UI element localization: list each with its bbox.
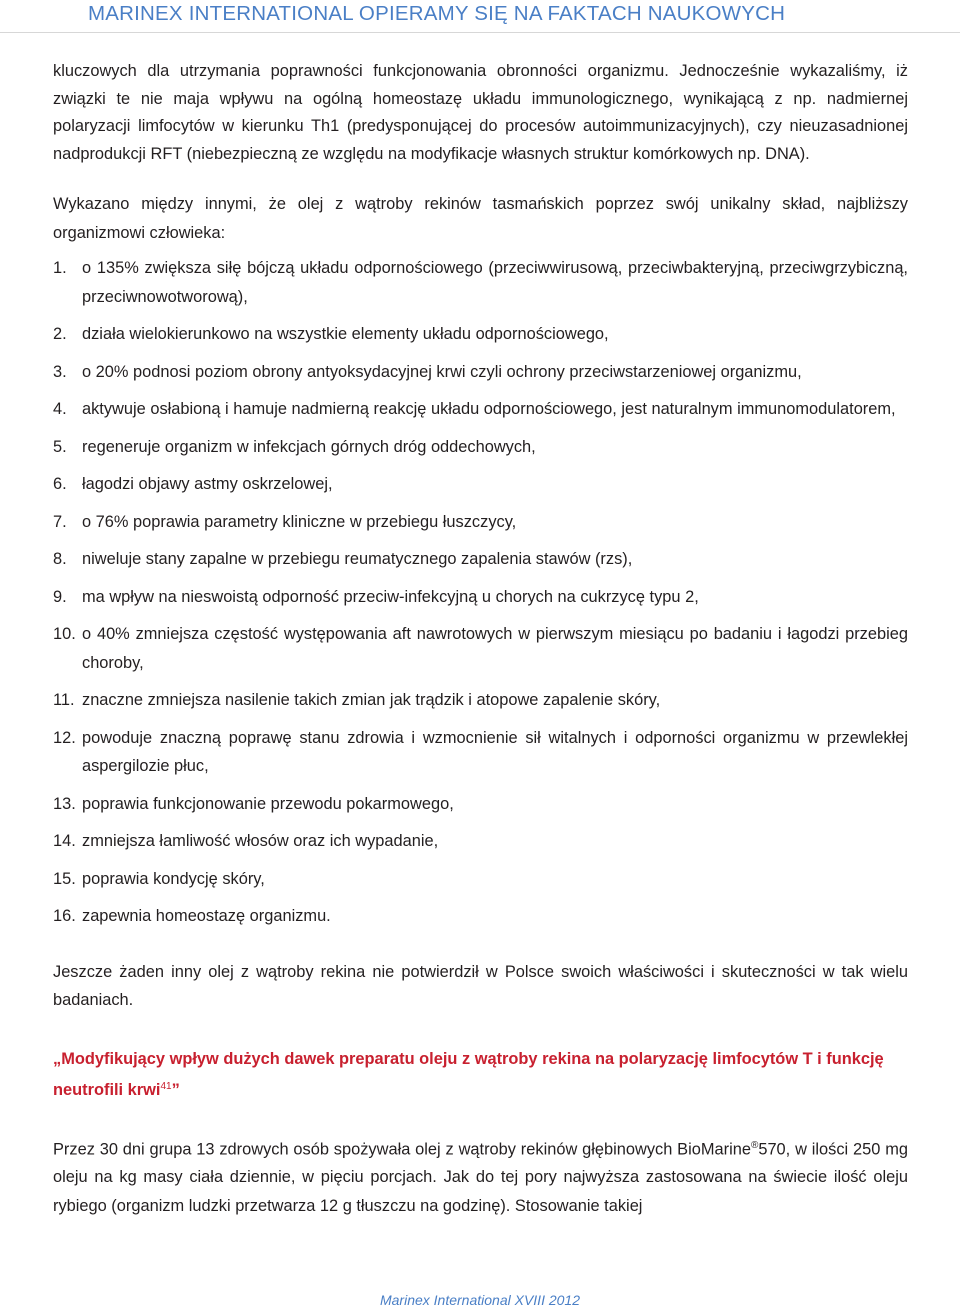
intro-paragraph: kluczowych dla utrzymania poprawności funkcjonowania obronności organizmu. Jednocześnie wykazaliśmy, iż związki te nie maja wpływu na ogólną homeostazę układu immunologicznego, wynikającą z np. nadmiernej polaryzacji limfocytów w kierunku Th1 (predysponującej do procesów autoimmunizacyjnych), czy nieuzasadnionej nadprodukcji RFT (niebezpieczną ze względu na modyfikacje własnych struktur komórkowych np. DNA). — [53, 62, 908, 163]
study-paragraph — [53, 1132, 908, 1221]
finding-text: o 76% poprawia parametry kliniczne w przebiegu łuszczycy, — [82, 512, 517, 531]
finding-number: 10. — [53, 625, 76, 643]
finding-number: 15. — [53, 869, 76, 888]
finding-number: 1. — [53, 259, 67, 277]
finding-text: niweluje stany zapalne w przebiegu reumatycznego zapalenia stawów (rzs), — [82, 550, 633, 568]
closing-paragraph: Jeszcze żaden inny olej z wątroby rekina nie potwierdził w Polsce swoich właściwości i skuteczności w tak wielu badaniach. — [53, 962, 908, 1009]
finding-number: 9. — [53, 587, 67, 606]
finding-item — [53, 545, 908, 574]
finding-number: 2. — [53, 325, 67, 343]
finding-text: aktywuje osłabioną i hamuje nadmierną reakcję układu odpornościowego, jest naturalnym immunomodulatorem, — [82, 400, 896, 418]
finding-text: o 135% zwiększa siłę bójczą układu odpornościowego (przeciwwirusową, przeciwbakteryjną, przeciwgrzybiczną, przeciwnowotworową), — [82, 259, 908, 306]
finding-item — [53, 508, 908, 537]
finding-item — [53, 620, 908, 677]
finding-text: poprawia funkcjonowanie przewodu pokarmowego, — [82, 794, 454, 813]
finding-item — [53, 395, 908, 424]
finding-number: 7. — [53, 512, 67, 531]
finding-item — [53, 790, 908, 819]
finding-item — [53, 902, 908, 931]
finding-item — [53, 724, 908, 781]
finding-item — [53, 254, 908, 311]
finding-number: 6. — [53, 475, 67, 493]
finding-number: 11. — [53, 691, 75, 709]
finding-number: 13. — [53, 794, 76, 813]
finding-text: o 20% podnosi poziom obrony antyoksydacyjnej krwi czyli ochrony przeciwstarzeniowej organizmu, — [82, 362, 802, 381]
finding-number: 3. — [53, 362, 67, 381]
finding-number: 5. — [53, 437, 67, 456]
finding-text: znaczne zmniejsza nasilenie takich zmian jak trądzik i atopowe zapalenie skóry, — [82, 691, 661, 709]
finding-item — [53, 470, 908, 499]
finding-text: działa wielokierunkowo na wszystkie elementy układu odpornościowego, — [82, 325, 609, 343]
finding-item — [53, 583, 908, 612]
footnote-ref: 41 — [160, 1080, 172, 1092]
finding-number: 4. — [53, 400, 67, 418]
finding-text: ma wpływ na nieswoistą odporność przeciw-infekcyjną u chorych na cukrzycę typu 2, — [82, 587, 699, 606]
finding-item — [53, 865, 908, 894]
header-divider — [0, 32, 960, 33]
finding-item — [53, 358, 908, 387]
finding-text: zmniejsza łamliwość włosów oraz ich wypadanie, — [82, 832, 439, 850]
finding-text: powoduje znaczną poprawę stanu zdrowia i wzmocnienie sił witalnych i odporności organizmu w przewlekłej aspergilozie płuc, — [82, 728, 908, 775]
finding-number: 16. — [53, 907, 76, 925]
finding-item — [53, 827, 908, 856]
finding-number: 14. — [53, 832, 76, 850]
finding-item — [53, 686, 908, 715]
study-title-text: „Modyfikujący wpływ dużych dawek preparatu oleju z wątroby rekina na polaryzację limfocytów T i funkcję neutrofili krwi — [53, 1049, 884, 1099]
finding-item — [53, 320, 908, 349]
finding-number: 12. — [53, 728, 76, 747]
lead-paragraph: Wykazano między innymi, że olej z wątroby rekinów tasmańskich poprzez swój unikalny skład, najbliższy organizmowi człowieka: — [53, 195, 908, 242]
finding-text: zapewnia homeostazę organizmu. — [82, 907, 331, 925]
study-paragraph-part1: Przez 30 dni grupa 13 zdrowych osób spożywała olej z wątroby rekinów głębinowych BioMarine — [53, 1139, 751, 1158]
finding-number: 8. — [53, 550, 67, 568]
page-footer: Marinex International XVIII 2012 — [379, 1292, 580, 1308]
finding-item — [53, 433, 908, 462]
finding-text: poprawia kondycję skóry, — [82, 869, 265, 888]
finding-text: regeneruje organizm w infekcjach górnych dróg oddechowych, — [82, 437, 536, 456]
page-body — [53, 58, 908, 1220]
study-title-close-quote: ” — [171, 1080, 180, 1099]
study-paragraph-part2: 570, w ilości 250 mg oleju na kg masy ciała dziennie, w pięciu porcjach. Jak do tej pory najwyższa zastosowana na świecie ilość oleju rybiego (organizm ludzki przetwarza 12 g tłuszczu na godzinę). Stosowanie takiej — [53, 1139, 908, 1215]
running-header: MARINEX INTERNATIONAL OPIERAMY SIĘ NA FAKTACH NAUKOWYCH — [88, 2, 786, 25]
study-title — [53, 1045, 908, 1104]
finding-text: łagodzi objawy astmy oskrzelowej, — [82, 475, 333, 493]
registered-mark: ® — [750, 1139, 759, 1151]
finding-text: o 40% zmniejsza częstość występowania aft nawrotowych w pierwszym miesiącu po badaniu i łagodzi przebieg choroby, — [82, 625, 908, 672]
findings-list — [53, 254, 908, 931]
